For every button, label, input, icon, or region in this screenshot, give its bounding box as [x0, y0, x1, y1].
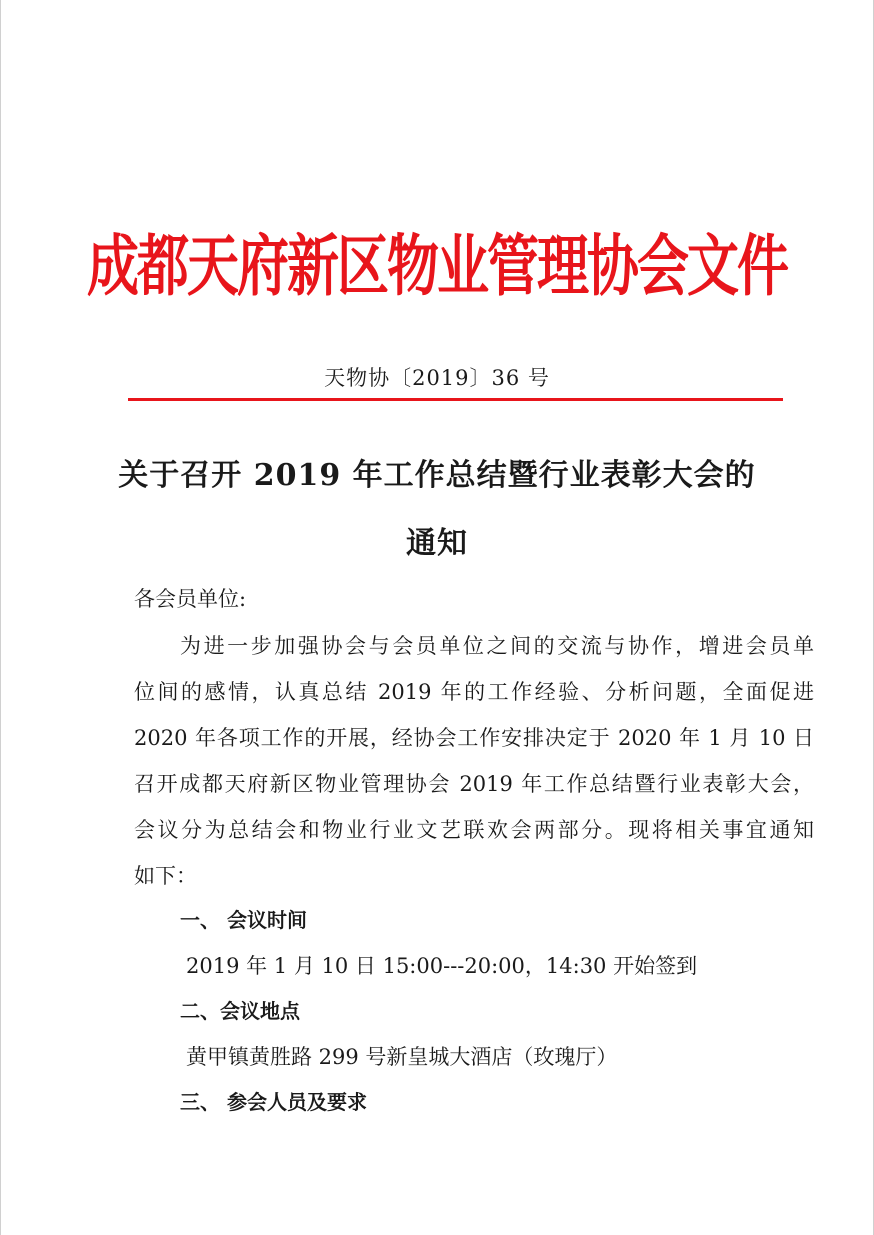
document-number: 天物协〔2019〕36 号	[324, 366, 550, 390]
body-line: 召开成都天府新区物业管理协会 2019 年工作总结暨行业表彰大会，	[134, 772, 814, 796]
section-heading-attendees: 三、 参会人员及要求	[180, 1090, 367, 1114]
body-line: 为进一步加强协会与会员单位之间的交流与协作，增进会员单	[180, 634, 814, 658]
red-divider	[128, 398, 783, 401]
section-heading-location: 二、会议地点	[180, 999, 300, 1023]
notice-title-line-2: 通知	[406, 526, 468, 561]
body-line: 位间的感情，认真总结 2019 年的工作经验、分析问题，全面促进	[134, 680, 814, 704]
notice-title-line-1: 关于召开 2019 年工作总结暨行业表彰大会的	[118, 458, 756, 493]
meeting-time: 2019 年 1 月 10 日 15:00---20:00，14:30 开始签到	[186, 954, 698, 978]
body-line: 会议分为总结会和物业行业文艺联欢会两部分。现将相关事宜通知	[134, 818, 814, 842]
document-header-title: 成都天府新区物业管理协会文件	[86, 227, 787, 306]
page-left-edge	[0, 0, 1, 1235]
salutation: 各会员单位:	[134, 587, 247, 611]
section-heading-time: 一、 会议时间	[180, 908, 307, 932]
body-line: 如下：	[134, 864, 197, 888]
body-line: 2020 年各项工作的开展，经协会工作安排决定于 2020 年 1 月 10 日	[134, 726, 814, 750]
meeting-location: 黄甲镇黄胜路 299 号新皇城大酒店（玫瑰厅）	[186, 1045, 618, 1069]
